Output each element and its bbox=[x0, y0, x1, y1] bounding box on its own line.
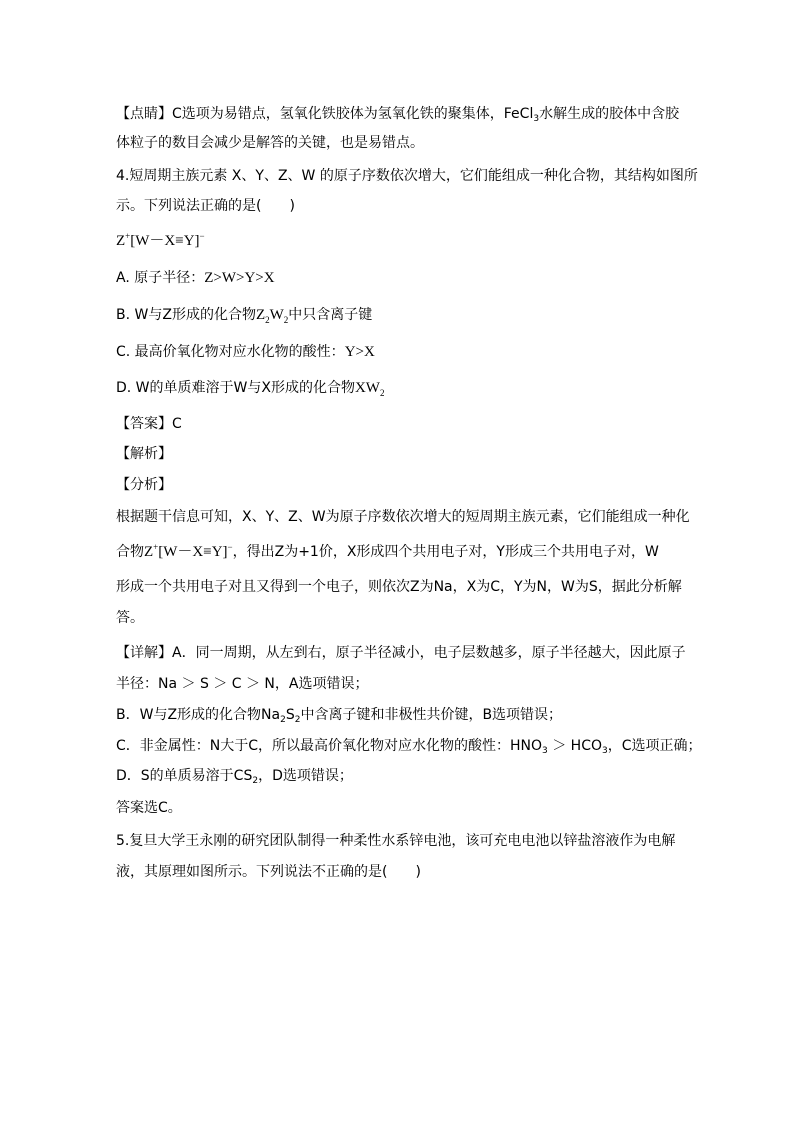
dianjing-tag: 【点睛】 bbox=[116, 106, 172, 122]
q4-stem-line-2: 示。下列说法正确的是( ) bbox=[116, 198, 295, 214]
dianjing-line-1: 【点睛】C选项为易错点，氢氧化铁胶体为氢氧化铁的聚集体，FeCl$_3$水解生成的胶体中含胶 bbox=[116, 106, 680, 124]
fenxi-line-1: 根据题干信息可知，X、Y、Z、W为原子序数依次增大的短周期主族元素，它们能组成一种化 bbox=[116, 509, 690, 525]
xiangjie-line-5: D．S的单质易溶于$CS_2$，D选项错误； bbox=[116, 768, 353, 786]
q5-stem-line-2: 液，其原理如图所示。下列说法不正确的是( ) bbox=[116, 864, 421, 880]
q4-option-a: A. 原子半径：Z>W>Y>X bbox=[116, 270, 275, 286]
q5-stem-line-1: 5.复旦大学王永刚的研究团队制得一种柔性水系锌电池，该可充电电池以锌盐溶液作为电解 bbox=[116, 833, 676, 849]
xiangjie-line-4: C．非金属性：N大于C，所以最高价氧化物对应水化物的酸性：$HNO_3 > HCO_3$，C选项正确； bbox=[116, 738, 702, 756]
q4-option-c: C. 最高价氧化物对应水化物的酸性：Y>X bbox=[116, 344, 375, 360]
q4-option-d: D. W的单质难溶于W与X形成的化合物$XW_2$ bbox=[116, 380, 385, 398]
fenxi-heading: 【分析】 bbox=[116, 477, 172, 493]
q4-option-b: B. W与Z形成的化合物$Z_2W_2$中只含离子键 bbox=[116, 307, 373, 325]
xiangjie-line-3: B．W与Z形成的化合物$Na_2S_2$中含离子键和非极性共价键，B选项错误； bbox=[116, 707, 563, 725]
fenxi-line-4: 答。 bbox=[116, 610, 144, 626]
answer-line: 【答案】C bbox=[116, 416, 182, 432]
jiexi-heading: 【解析】 bbox=[116, 446, 172, 462]
xiangjie-line-2: 半径：Na ＞ S ＞ C ＞ N，A选项错误； bbox=[116, 676, 369, 692]
xiangjie-line-1: 【详解】A．同一周期，从左到右，原子半径减小，电子层数越多，原子半径越大，因此原子 bbox=[116, 645, 686, 661]
q4-structure-formula: Z+[W－X≡Y]− bbox=[116, 231, 205, 249]
final-answer-line: 答案选C。 bbox=[116, 800, 182, 816]
q4-stem-line-1: 4.短周期主族元素 X、Y、Z、W 的原子序数依次增大，它们能组成一种化合物，其结构如图所 bbox=[116, 168, 698, 184]
fenxi-line-3: 形成一个共用电子对且又得到一个电子，则依次Z为Na，X为C，Y为N，W为S，据此分析解 bbox=[116, 579, 682, 595]
fenxi-line-2: 合物Z+[W－X≡Y]−，得出Z为+1价，X形成四个共用电子对，Y形成三个共用电子对，W bbox=[116, 542, 659, 560]
dianjing-line-2: 体粒子的数目会减少是解答的关键，也是易错点。 bbox=[116, 135, 424, 151]
